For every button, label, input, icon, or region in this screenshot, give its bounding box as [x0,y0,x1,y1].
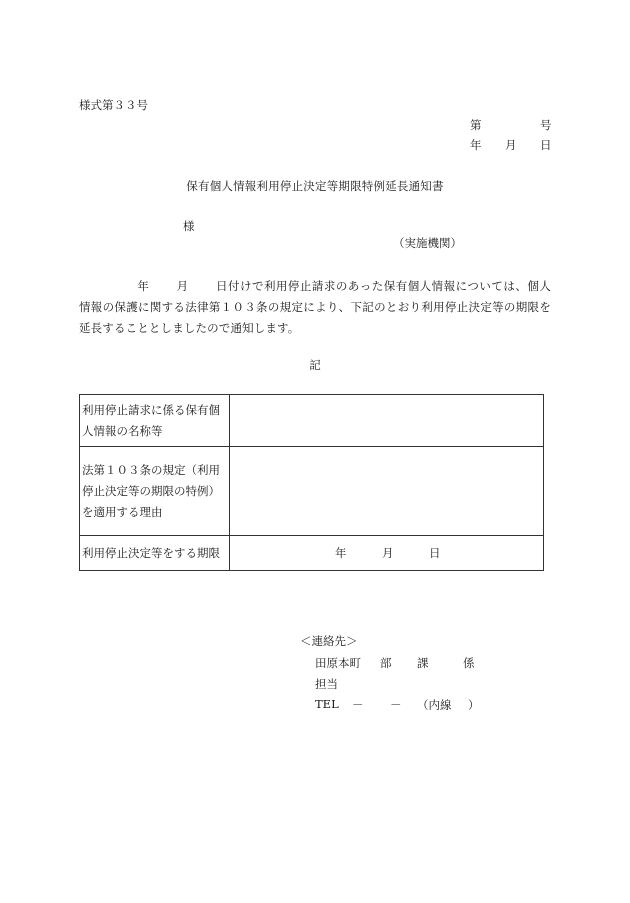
deadline-year: 年 [335,545,347,560]
contact-bu: 部 [380,656,392,670]
date-month: 月 [505,138,517,152]
body-year: 年 [137,279,150,293]
contact-person: 担当 [315,677,338,691]
contact-town: 田原本町 [315,656,361,670]
deadline-day: 日 [429,545,441,560]
date-day: 日 [540,138,552,152]
table-row-value [230,536,544,571]
contact-kakari: 係 [463,656,475,670]
body-month: 月 [176,279,189,293]
table-row-value [230,447,544,536]
table-row [80,395,544,447]
contact-heading: ＜連絡先＞ [300,634,358,648]
info-table [79,394,544,571]
deadline-month: 月 [382,545,394,560]
table-row-label: 法第１０３条の規定（利用停止決定等の期限の特例）を適用する理由 [80,447,230,536]
contact-ka: 課 [417,656,429,670]
table-row-label: 利用停止請求に係る保有個人情報の名称等 [80,395,230,447]
ki-marker: 記 [309,358,321,372]
contact-extension: （内線 [417,698,452,712]
form-number: 様式第３３号 [79,98,148,112]
contact-tel-label: TEL [315,697,339,711]
table-row [80,536,544,571]
notice-body [79,276,551,339]
table-row-label: 利用停止決定等をする期限 [80,536,230,571]
body-text: 日付けで利用停止請求のあった保有個人情報については、個人情報の保護に関する法律第１０３条の規定により、下記のとおり利用停止決定等の期限を延長することとしましたので通知します。 [79,279,551,335]
issuing-agency: （実施機関） [393,236,462,250]
contact-tel-dash-1: － [352,698,364,712]
addressee-suffix: 様 [183,219,195,233]
table-row-value [230,395,544,447]
date-year: 年 [470,138,482,152]
document-title: 保有個人情報利用停止決定等期限特例延長通知書 [186,179,444,193]
document-number-prefix: 第 [470,118,482,132]
table-row [80,447,544,536]
contact-tel-dash-2: － [390,698,402,712]
document-number-suffix: 号 [540,118,552,132]
contact-extension-close: ） [468,698,480,712]
deadline-date [232,543,541,564]
